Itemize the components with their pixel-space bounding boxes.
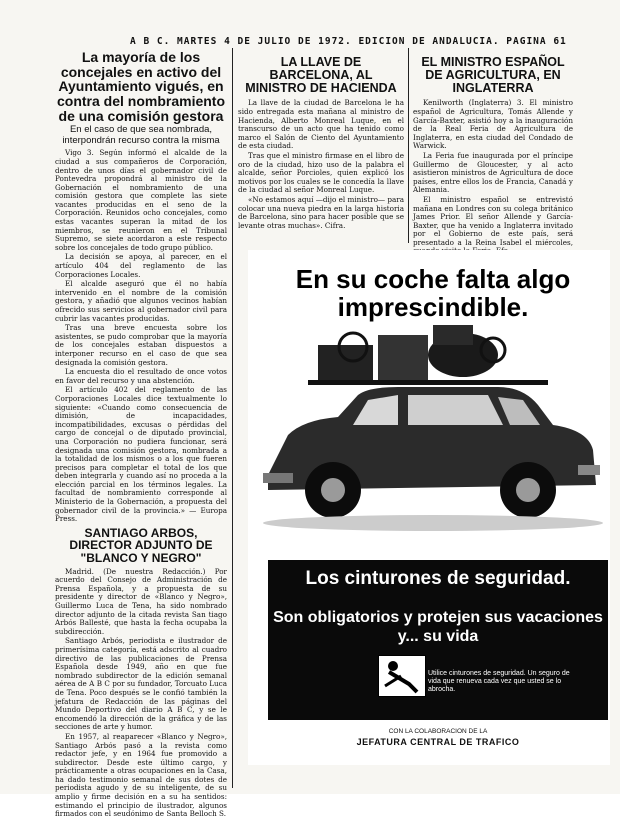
paragraph: La Feria fue inaugurada por el príncipe Guillermo de Gloucester, y al acto asistieron ministros de Agricultura de doce países, entre ellos los de Francia, Canadá y Alemania.: [413, 150, 573, 195]
headline-arbos: SANTIAGO ARBOS, DIRECTOR ADJUNTO DE "BLANCO Y NEGRO": [69, 525, 213, 566]
headline-agricultura: EL MINISTRO ESPAÑOL DE AGRICULTURA, EN INGLATERRA: [421, 55, 565, 96]
car-with-luggage-illustration: [248, 325, 610, 555]
paragraph: La encuesta dio el resultado de once votos en favor del recurso y una abstención.: [55, 367, 227, 385]
ad-slogan-panel: [268, 560, 608, 720]
ad-organization: JEFATURA CENTRAL DE TRAFICO: [356, 737, 520, 747]
paragraph: «No estamos aquí —dijo el ministro— para colocar una nueva piedra en la larga historia de Barcelona, sino para hacer posible que se levante otras muchas». Cifra.: [238, 194, 404, 230]
subhead-vigo: En el caso de que sea nombrada, interpondrán recurso contra la misma: [62, 124, 220, 146]
column-middle: [238, 56, 404, 231]
seatbelt-person-logo: [378, 655, 426, 697]
ad-headline: En su coche falta algo imprescindible.: [295, 264, 571, 322]
paragraph: Vigo 3. Según informó el alcalde de la ciudad a sus compañeros de Corporación, dentro de unos días el gobernador civil de Pontevedra propondrá al ministro de la Gobernación el nombramiento de una comisión gestora que complete las siete vacantes producidas en el seno de la Corporación. Reunidos ocho concejales, como estas vacantes superan la mitad de los miembros, se reunieron en el Tribunal Supremo, se siete acordaron a este respecto sobre los concejales de todo grupo público.: [55, 148, 227, 252]
paragraph: El ministro español se entrevistó mañana en Londres con su colega británico James Prior. El señor Allende y García-Baxter, que ha venido a Inglaterra invitado por el Gobierno de este país, será presentado a la Reina Isabel el miércoles,: [413, 194, 573, 247]
paragraph: Santiago Arbós, periodista e ilustrador de primerísima categoría, está adscrito al cuadro directivo de las publicaciones de Prensa Española desde 1949, año en que fue nombrado subdirector de la edición semanal aérea de A B C por su fundador, Torcuato Luca de Tena. Poco después se le confió también la jefatura de Redacción de las páginas del Mundo Deportivo del diario A B C, y se le encomendó la dirección de la gráfica y de las secciones de arte y humor.: [55, 636, 227, 732]
paragraph: Kenilworth (Inglaterra) 3. El ministro español de Agricultura, Tomás Allende y García-Baxter, asistió hoy a la inauguración de la Real Feria de Agricultura de Inglaterra, en esta ciudad del Condado de Warwick.: [413, 98, 573, 151]
column-left: [55, 50, 227, 820]
ad-collaboration-line: CON LA COLABORACION DE LA: [388, 728, 488, 735]
paragraph: Tras una breve encuesta sobre los asistentes, se pudo comprobar que la mayoría de los concejales estaban dispuestos a interponer recurso en el caso de que sea designada la comisión gestora.: [55, 323, 227, 367]
column-rule-1: [232, 48, 233, 788]
seatbelt-advertisement: [248, 250, 610, 765]
article-arbos-body: [55, 568, 227, 819]
headline-barcelona: LA LLAVE DE BARCELONA, AL MINISTRO DE HACIENDA: [245, 55, 397, 96]
ad-small-text: Utilice cinturones de seguridad. Un seguro de vida que renueva cada vez que usted se lo abrocha.: [428, 670, 570, 693]
paragraph: La decisión se apoya, al parecer, en el artículo 404 del reglamento de las Corporaciones Locales.: [55, 252, 227, 279]
ad-slogan-secondary: Son obligatorios y protejen sus vacaciones y... su vida: [273, 609, 603, 645]
ad-slogan-main: Los cinturones de seguridad.: [305, 568, 571, 589]
paragraph: El artículo 402 del reglamento de las Corporaciones Locales dice textualmente lo siguiente: «Cuando como consecuencia de dimisión, de incapacidades, incompatibilidades, excusas o pérdidas del cargo de concejal o de diputado provincial, una Corporación no pudiera funcionar, será designada una comisión gestora, nombrada a la totalidad de los mismos o a los que fueren precisos para completar el total de los que deben integrarla y cuando así no proceda a la elección parcial en los términos legales. La facultad de nombramiento corresponde al Ministerio de la Gobernación, a propuesta del gobernador civil de la provincia.» — Europa Press.: [55, 385, 227, 524]
paragraph: El alcalde aseguró que él no había intervenido en el nombre de la comisión gestora, y añadió que algunos vecinos habían ofrecido sus servicios al gobernador civil para cubrir las vacantes producidas.: [55, 279, 227, 323]
page-header: A B C. MARTES 4 DE JULIO DE 1972. EDICION DE ANDALUCIA. PAGINA 61: [130, 36, 567, 47]
column-right: [413, 56, 573, 257]
paragraph: En 1957, al reaparecer «Blanco y Negro», Santiago Arbós pasó a la revista como redactor jefe, y en 1964 fue promovido a subdirector. Desde este último cargo, y prácticamente a otras ocupaciones en la Casa, ha dado testimonio semanal de sus dotes de periodista agudo y de su inteligente, de su amplio y firme decisión en a su ha sentidos: estimando el principio de ilustrador, algunos firmados con el seudónimo de Santa Belloch S.: [55, 731, 227, 819]
paragraph: Madrid. (De nuestra Redacción.) Por acuerdo del Consejo de Administración de Prensa Española, y a propuesta de su presidente y director de «Blanco y Negro», Guillermo Luca de Tena, ha sido nombrado director adjunto de la citada revista San tiago Arbós Ballesté, que hasta la fecha ocupaba la subdirección.: [55, 566, 227, 636]
article-vigo-body: [55, 149, 227, 524]
paragraph: Tras que el ministro firmase en el libro de oro de la ciudad, hizo uso de la palabra el alcalde, señor Porcioles, quien explicó los motivos por los cuales se le concedía la llave de la ciudad al señor Monreal Luque.: [238, 150, 404, 195]
column-rule-2: [408, 48, 409, 243]
headline-vigo: La mayoría de los concejales en activo del Ayuntamiento vigués, en contra del nombramiento de una comisión gestora: [56, 49, 226, 124]
paragraph: La llave de la ciudad de Barcelona le ha sido entregada esta mañana al ministro de Hacienda, Alberto Monreal Luque, en el transcurso de un acto que ha tenido como marco el Salón de Ciento del Ayuntamiento de esta ciudad.: [238, 98, 404, 151]
